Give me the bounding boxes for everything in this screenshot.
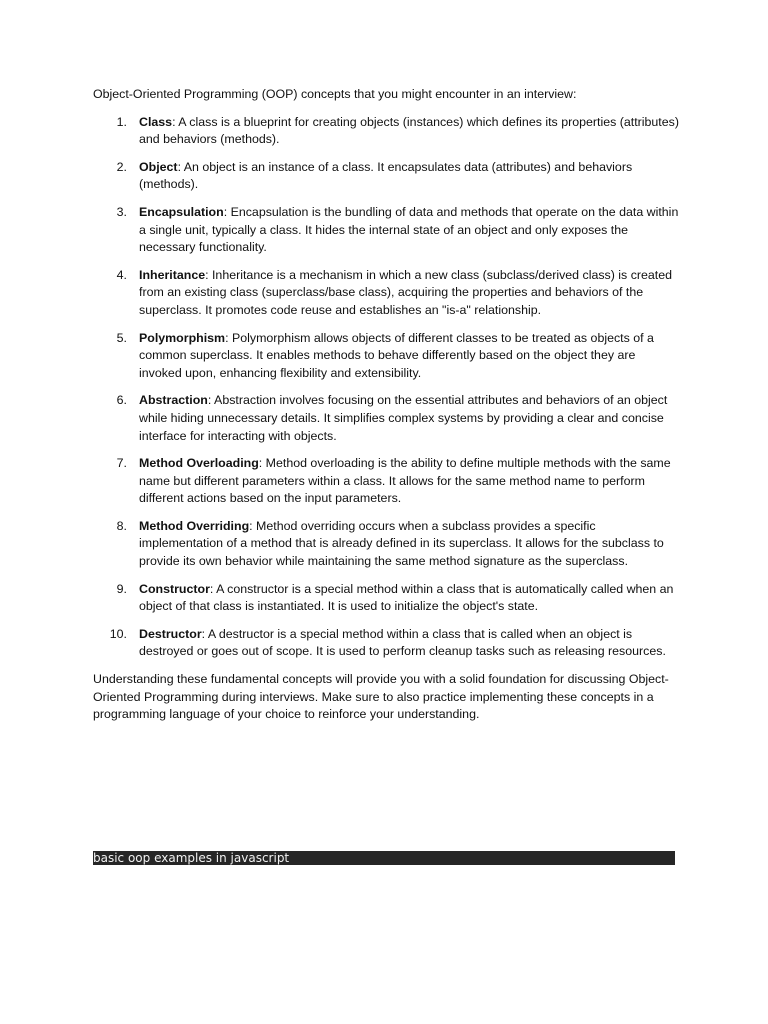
list-item bbox=[93, 267, 679, 320]
item-number: 2. bbox=[116, 159, 127, 174]
item-term: Encapsulation bbox=[139, 204, 224, 219]
item-term: Abstraction bbox=[139, 393, 208, 408]
item-term: Class bbox=[139, 114, 173, 129]
item-number: 10. bbox=[109, 626, 127, 641]
item-text: : Abstraction involves focusing on the essential attributes and behaviors of an object while hiding unnecessary details. It simplifies complex systems by providing a clear and concise interface for interacting with objects. bbox=[139, 393, 668, 443]
item-text: : Method overriding occurs when a subclass provides a specific implementation of a method that is already defined in its superclass. It allows for the subclass to provide its own behavior while maintaining the same method signature as the superclass. bbox=[139, 518, 664, 569]
item-text: : A destructor is a special method within a class that is called when an object is destroyed or goes out of scope. It is used to perform cleanup tasks such as releasing resources. bbox=[139, 626, 666, 659]
item-term: Polymorphism bbox=[139, 330, 226, 345]
list-item bbox=[93, 581, 679, 616]
item-text: : Method overloading is the ability to define multiple methods with the same name but different parameters within a class. It allows for the same method name to perform different actions based on the input parameters. bbox=[139, 456, 671, 506]
closing-paragraph: Understanding these fundamental concepts will provide you with a solid foundation for discussing Object-Oriented Programming during interviews. Make sure to also practice implementing these concepts in a programming language of your choice to reinforce your understanding. bbox=[93, 672, 669, 722]
list-item bbox=[93, 626, 679, 661]
intro-paragraph: Object-Oriented Programming (OOP) concepts that you might encounter in an interview: bbox=[93, 87, 577, 101]
item-number: 9. bbox=[116, 581, 127, 596]
item-number: 6. bbox=[116, 393, 127, 408]
item-number: 4. bbox=[116, 267, 127, 282]
item-term: Inheritance bbox=[139, 267, 206, 282]
item-term: Method Overriding bbox=[139, 518, 250, 533]
item-term: Method Overloading bbox=[139, 456, 259, 471]
item-term: Object bbox=[139, 159, 178, 174]
item-number: 5. bbox=[116, 330, 127, 345]
item-number: 7. bbox=[116, 456, 127, 471]
list-item bbox=[93, 392, 679, 445]
item-number: 1. bbox=[116, 114, 127, 129]
list-item bbox=[93, 518, 679, 571]
concept-list bbox=[93, 114, 679, 661]
item-text: : A constructor is a special method within a class that is automatically called when an object of that class is instantiated. It is used to initialize the object's state. bbox=[139, 581, 674, 614]
item-text: : Inheritance is a mechanism in which a new class (subclass/derived class) is created from an existing class (superclass/base class), acquiring the properties and behaviors of the superclass. It promotes code reuse and establishes an "is-a" relationship. bbox=[139, 267, 673, 317]
item-term: Destructor bbox=[139, 626, 202, 641]
item-text: : Encapsulation is the bundling of data and methods that operate on the data within a single unit, typically a class. It hides the internal state of an object and only exposes the necessary functionality. bbox=[139, 204, 679, 255]
item-text: : Polymorphism allows objects of different classes to be treated as objects of a common superclass. It enables methods to behave differently based on the object they are invoked upon, enhancing flexibility and extensibility. bbox=[139, 330, 654, 380]
document-body bbox=[93, 86, 679, 724]
item-text: : An object is an instance of a class. It encapsulates data (attributes) and behaviors (methods). bbox=[139, 159, 633, 192]
list-item bbox=[93, 455, 679, 508]
item-number: 3. bbox=[116, 204, 127, 219]
list-item bbox=[93, 159, 679, 194]
list-item bbox=[93, 204, 679, 257]
item-term: Constructor bbox=[139, 581, 210, 596]
list-item bbox=[93, 330, 679, 383]
prompt-bar: basic oop examples in javascript bbox=[93, 851, 675, 865]
item-text: : A class is a blueprint for creating objects (instances) which defines its properties (attributes) and behaviors (methods). bbox=[139, 114, 679, 147]
item-number: 8. bbox=[116, 518, 127, 533]
list-item bbox=[93, 114, 679, 149]
